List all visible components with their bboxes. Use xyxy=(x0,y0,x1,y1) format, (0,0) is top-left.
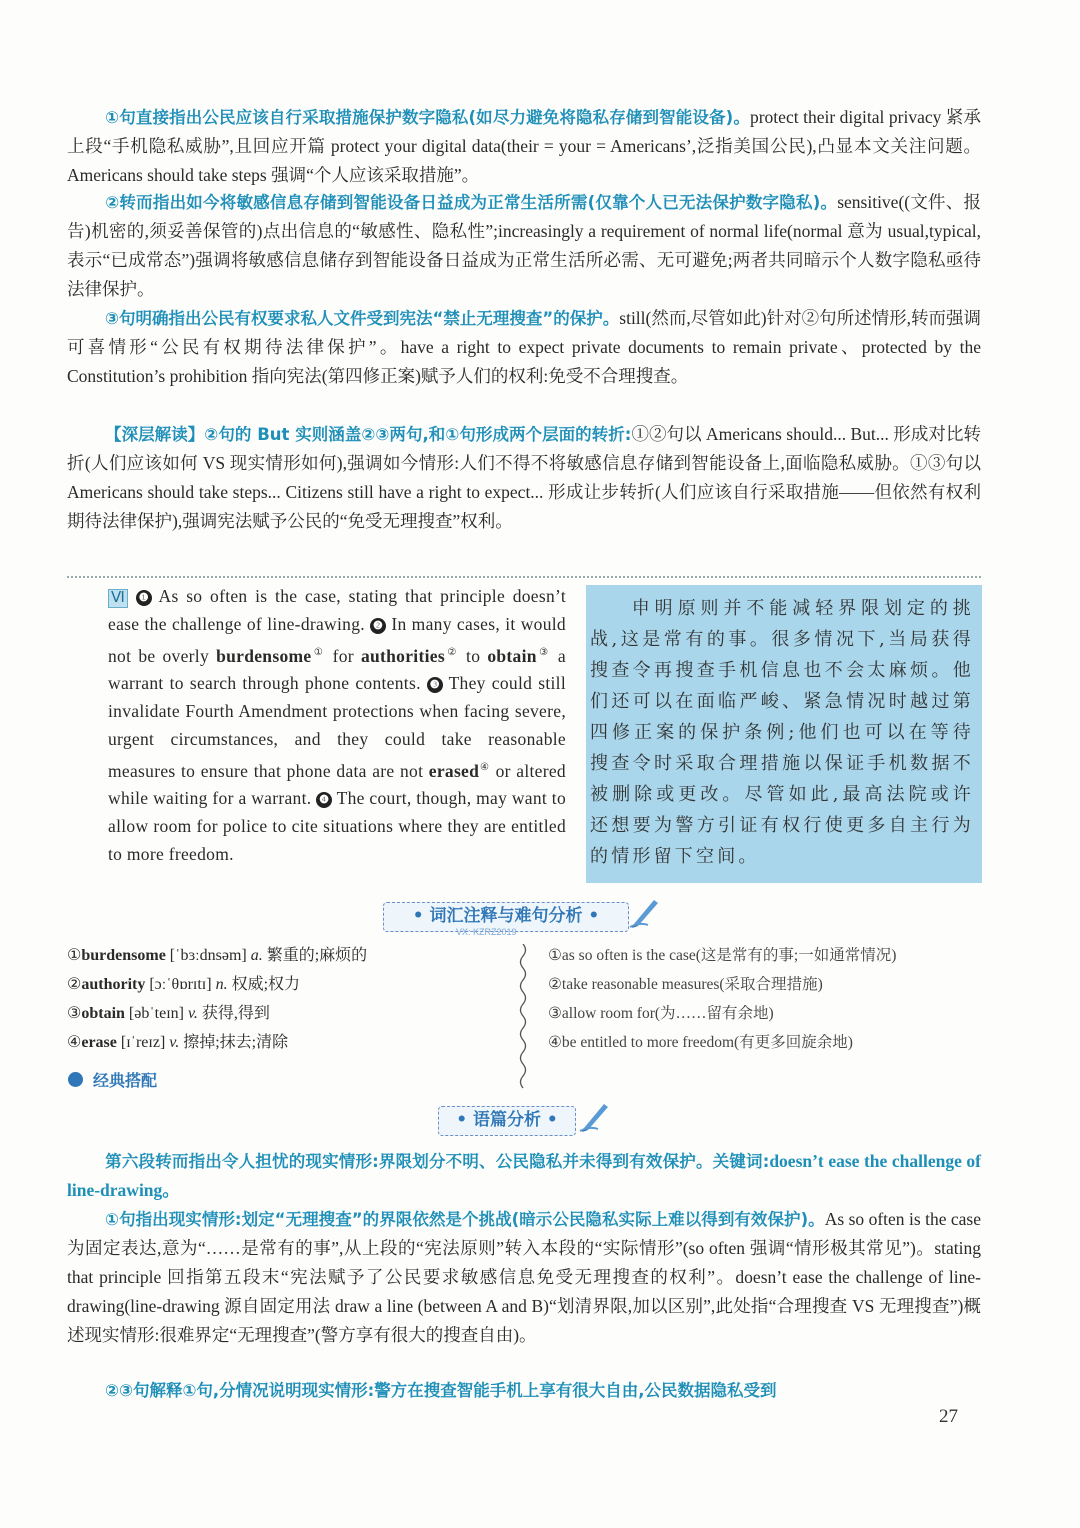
analysis-paragraph-3 xyxy=(67,304,981,391)
sentence-marker-2: ❷ xyxy=(370,618,386,634)
vocab-item: ①burdensome [ˈbɜːdnsəm] a. 繁重的;麻烦的 xyxy=(67,947,368,964)
sentence-3-part-a: They could still invalidate Fourth Amendment protections when facing severe, urgent circumstances, and they could take reasonable measures to ensure that phone data are not xyxy=(108,673,566,781)
sentence-3-part-b: or altered while waiting for a warrant. xyxy=(108,760,566,809)
sentence-2-part-b: for xyxy=(332,645,354,666)
translation-box xyxy=(586,585,982,883)
vocab-item: ③obtain [əbˈteɪn] v. 获得,得到 xyxy=(67,1005,270,1022)
sentence-marker-4: ❹ xyxy=(316,792,332,808)
footnote-1: ① xyxy=(311,646,326,658)
vocab-word-erased: erased xyxy=(428,760,480,781)
analysis-heading: ①句直接指出公民应该自行采取措施保护数字隐私(如尽力避免将隐私存储到智能设备)。 xyxy=(105,108,750,127)
phrase-item: ③allow room for(为……留有余地) xyxy=(548,1005,774,1022)
discourse-heading: ①句指出现实情形:划定“无理搜查”的界限依然是个挑战(暗示公民隐私实际上难以得到有效保护)。 xyxy=(105,1210,825,1229)
sentence-2-part-c: to xyxy=(466,645,481,666)
sentence-2-part-d: a warrant to search through phone contents. xyxy=(108,645,566,694)
vocab-item: ②authority [ɔːˈθɒrɪtɪ] n. 权威;权力 xyxy=(67,976,301,993)
discourse-keyword: doesn’t ease the challenge of line-drawing。 xyxy=(67,1151,981,1200)
sentence-2-part-a: In many cases, it would not be overly xyxy=(108,613,566,666)
analysis-heading: ②转而指出如今将敏感信息存储到智能设备日益成为正常生活所需(仅靠个人已无法保护数字隐私)。 xyxy=(105,193,838,212)
analysis-text: sensitive((文件、报告)机密的,须妥善保管的)点出信息的“敏感性、隐私性”;increasingly a requirement of normal life(normal 意为 usual,typical,表示“已成常态”)强调将敏感信息储存到智能设备日益成为正常生活所必需、无可避免;两者共同暗示个人数字隐私亟待法律保护。 xyxy=(67,192,981,299)
watermark: VX: KZRZ2019 xyxy=(456,927,517,937)
discourse-paragraph-3 xyxy=(67,1376,981,1405)
analysis-paragraph-2 xyxy=(67,188,981,304)
vocab-word-obtain: obtain xyxy=(487,645,537,666)
sentence-marker-1: ❶ xyxy=(136,590,152,606)
phrase-list xyxy=(548,941,896,1057)
section-divider xyxy=(67,576,981,578)
analysis-paragraph-4 xyxy=(67,420,981,536)
discourse-paragraph-1 xyxy=(67,1147,981,1205)
vocab-section-banner: • 词汇注释与难句分析 • xyxy=(383,902,629,932)
sentence-4: The court, though, may want to allow room for police to cite situations where they are entitled to more freedom. xyxy=(108,788,566,864)
footnote-3: ③ xyxy=(536,646,551,658)
phrase-item: ④be entitled to more freedom(有更多回旋余地) xyxy=(548,1034,853,1051)
page-number: 27 xyxy=(939,1406,958,1427)
discourse-text: As so often is the case 为固定表达,意为“……是常有的事”,从上段的“宪法原则”转入本段的“实际情形”(so often 强调“情形极其常见”)。stating that principle 回指第五段末“宪法赋予了公民要求敏感信息免受无理搜查的权利”。doesn’t ease the challenge of line-drawing(line-drawing 源自固定用法 draw a line (between A and B)“划清界限,加以区别”,此处指“合理搜查 VS 无理搜查”)概述现实情形:很难界定“无理搜查”(警方享有很大的搜查自由)。 xyxy=(67,1209,981,1345)
sentence-marker-3: ❸ xyxy=(427,677,443,693)
deep-reading-heading: 【深层解读】②句的 But 实则涵盖②③两句,和①句形成两个层面的转折: xyxy=(105,425,632,444)
paragraph-number-badge: Ⅵ xyxy=(108,589,128,608)
pen-icon xyxy=(578,1098,612,1132)
footnote-4: ④ xyxy=(479,761,491,773)
discourse-heading: 第六段转而指出令人担忧的现实情形:界限划分不明、公民隐私并未得到有效保护。关键词: xyxy=(105,1152,770,1171)
analysis-text: still(然而,尽管如此)针对②句所述情形,转而强调可喜情形“公民有权期待法律保护”。have a right to expect private documents to remain private、protected by the Constitution’s prohibition 指向宪法(第四修正案)赋予人们的权利:免受不合理搜查。 xyxy=(67,308,981,386)
pen-icon xyxy=(628,894,662,928)
phrase-item: ①as so often is the case(这是常有的事;一如通常情况) xyxy=(548,947,897,964)
vocab-list xyxy=(67,941,367,1057)
discourse-heading: ②③句解释①句,分情况说明现实情形:警方在搜查智能手机上享有很大自由,公民数据隐私受到 xyxy=(105,1381,777,1400)
vocab-item: ④erase [ɪˈreɪz] v. 擦掉;抹去;清除 xyxy=(67,1034,289,1051)
analysis-text: ①②句以 Americans should... But... 形成对比转折(人们应该如何 VS 现实情形如何),强调如今情形:人们不得不将敏感信息存储到智能设备上,面临隐私威胁。①③句以 Americans should take steps... Citizens still have a right to expect... 形成让步转折(人们应该自行采取措施——但依然有权利期待法律保护),强调宪法赋予公民的“免受无理搜查”权利。 xyxy=(67,424,981,531)
translation-text: 申明原则并不能减轻界限划定的挑战,这是常有的事。很多情况下,当局获得搜查令再搜查手机信息也不会太麻烦。他们还可以在面临严峻、紧急情况时越过第四修正案的保护条例;他们也可以在等待搜查令时采取合理措施以保证手机数据不被删除或更改。尽管如此,最高法院或许还想要为警方引证有权行使更多自主行为的情形留下空间。 xyxy=(590,598,974,867)
phrase-item: ②take reasonable measures(采取合理措施) xyxy=(548,976,823,993)
bullet-dot-icon xyxy=(68,1072,83,1087)
analysis-heading: ③句明确指出公民有权要求私人文件受到宪法“禁止无理搜查”的保护。 xyxy=(105,309,620,328)
analysis-paragraph-1 xyxy=(67,103,981,190)
discourse-paragraph-2 xyxy=(67,1205,981,1350)
analysis-text: protect their digital privacy 紧承上段“手机隐私威胁”,且回应开篇 protect your digital data(their = your = Americans’,泛指美国公民),凸显本文关注问题。Americans should take steps 强调“个人应该采取措施”。 xyxy=(67,107,981,185)
passage-paragraph xyxy=(108,583,566,869)
vocab-word-authorities: authorities xyxy=(360,645,445,666)
discourse-section-banner: • 语篇分析 • xyxy=(438,1106,576,1136)
wavy-divider xyxy=(516,944,530,1090)
classic-collocation-label: 经典搭配 xyxy=(68,1068,157,1094)
footnote-2: ② xyxy=(444,646,459,658)
sentence-1: As so often is the case, stating that principle doesn’t ease the challenge of line-drawing. xyxy=(108,586,566,634)
vocab-word-burdensome: burdensome xyxy=(216,645,312,666)
